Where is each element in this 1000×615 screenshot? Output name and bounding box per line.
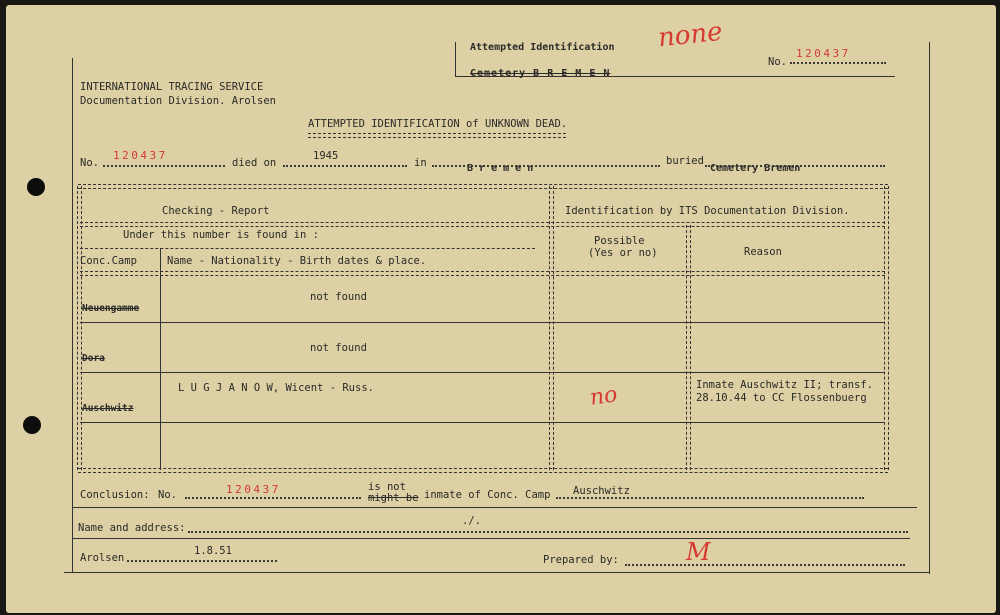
cemetery-label: Cemetery B R E M E N (470, 68, 611, 79)
row-name: not found (310, 342, 367, 354)
header-divider-2 (80, 248, 535, 249)
record-no-dots (103, 165, 225, 167)
identification-header: Identification by ITS Documentation Division. (565, 205, 850, 217)
camp-column-divider (160, 248, 161, 470)
record-no-label: No. (80, 157, 99, 169)
handwritten-none: none (656, 16, 724, 54)
checking-report-header: Checking - Report (162, 205, 270, 217)
conclusion-number: 120437 (226, 483, 281, 496)
signature: M (686, 538, 711, 566)
row-camp: Neuengamme (82, 303, 140, 314)
document-title: ATTEMPTED IDENTIFICATION of UNKNOWN DEAD. (308, 118, 568, 130)
name-address-dots (188, 531, 908, 533)
punch-hole-top (27, 178, 45, 196)
header-divider-3 (80, 271, 885, 276)
prepared-by-dots (625, 564, 905, 566)
row-reason-line2: 28.10.44 to CC Flossenbuerg (696, 392, 867, 404)
table-middle-divider (549, 186, 554, 470)
table-left-border (77, 186, 82, 470)
camp-column-header: Conc.Camp (80, 255, 137, 267)
conclusion-underline (72, 507, 917, 508)
died-on-dots (283, 165, 407, 167)
attempted-identification-label: Attempted Identification (470, 42, 615, 53)
buried-dots (705, 165, 885, 167)
died-on-label: died on (232, 157, 277, 169)
header-box-left (455, 42, 456, 76)
died-on-value: 1945 (313, 150, 339, 162)
left-margin-line (72, 58, 73, 573)
conclusion-no-dots (185, 497, 361, 499)
possible-header-1: Possible (594, 235, 645, 247)
reason-header: Reason (744, 246, 782, 258)
record-number: 120437 (113, 149, 168, 162)
in-label: in (414, 157, 427, 169)
conclusion-camp-dots (556, 497, 864, 499)
row-camp: Auschwitz (82, 403, 134, 414)
table-bottom-border (78, 468, 888, 473)
org-division: Documentation Division. Arolsen (80, 95, 276, 107)
under-number-label: Under this number is found in : (123, 229, 319, 241)
in-value: B r e m e n (467, 163, 534, 174)
buried-value: Cemetery Bremen (710, 163, 801, 174)
possible-header-2: (Yes or no) (588, 247, 658, 259)
header-divider-1 (80, 222, 885, 227)
conclusion-inmate-label: inmate of Conc. Camp (424, 489, 551, 501)
buried-label: buried (666, 155, 704, 167)
conclusion-camp: Auschwitz (573, 485, 630, 497)
footer-date-dots (127, 560, 277, 562)
footer-place: Arolsen (80, 552, 125, 564)
title-underline (308, 133, 566, 138)
reason-column-divider (686, 225, 691, 470)
org-name: INTERNATIONAL TRACING SERVICE (80, 81, 264, 93)
in-dots (432, 165, 660, 167)
row-possible-handwritten: no (588, 382, 619, 411)
table-top-border (78, 184, 888, 189)
right-margin-line (929, 42, 930, 574)
prepared-by-label: Prepared by: (543, 554, 619, 566)
conclusion-might-be: might be (368, 492, 419, 504)
bottom-border-line (64, 572, 930, 573)
name-address-value: ./. (462, 515, 481, 527)
row-divider (80, 322, 885, 323)
row-divider (80, 372, 885, 373)
header-no-dots (790, 62, 886, 64)
conclusion-label: Conclusion: (80, 489, 150, 501)
row-camp: Dora (82, 353, 105, 364)
row-name: not found (310, 291, 367, 303)
header-no-label: No. (768, 56, 787, 68)
name-address-underline (72, 538, 910, 539)
row-reason-line1: Inmate Auschwitz II; transf. (696, 379, 874, 391)
header-number: 120437 (796, 47, 851, 60)
row-name: L U G J A N O W, Wicent - Russ. (178, 382, 374, 394)
conclusion-no-label: No. (158, 489, 177, 501)
footer-date: 1.8.51 (194, 545, 232, 557)
conclusion-is-not: is not (368, 481, 406, 493)
header-box-bottom (455, 76, 895, 77)
row-divider (80, 422, 885, 423)
table-right-border (884, 186, 889, 470)
name-column-header: Name - Nationality - Birth dates & place. (167, 255, 427, 267)
punch-hole-bottom (23, 416, 41, 434)
name-address-label: Name and address: (78, 522, 186, 534)
